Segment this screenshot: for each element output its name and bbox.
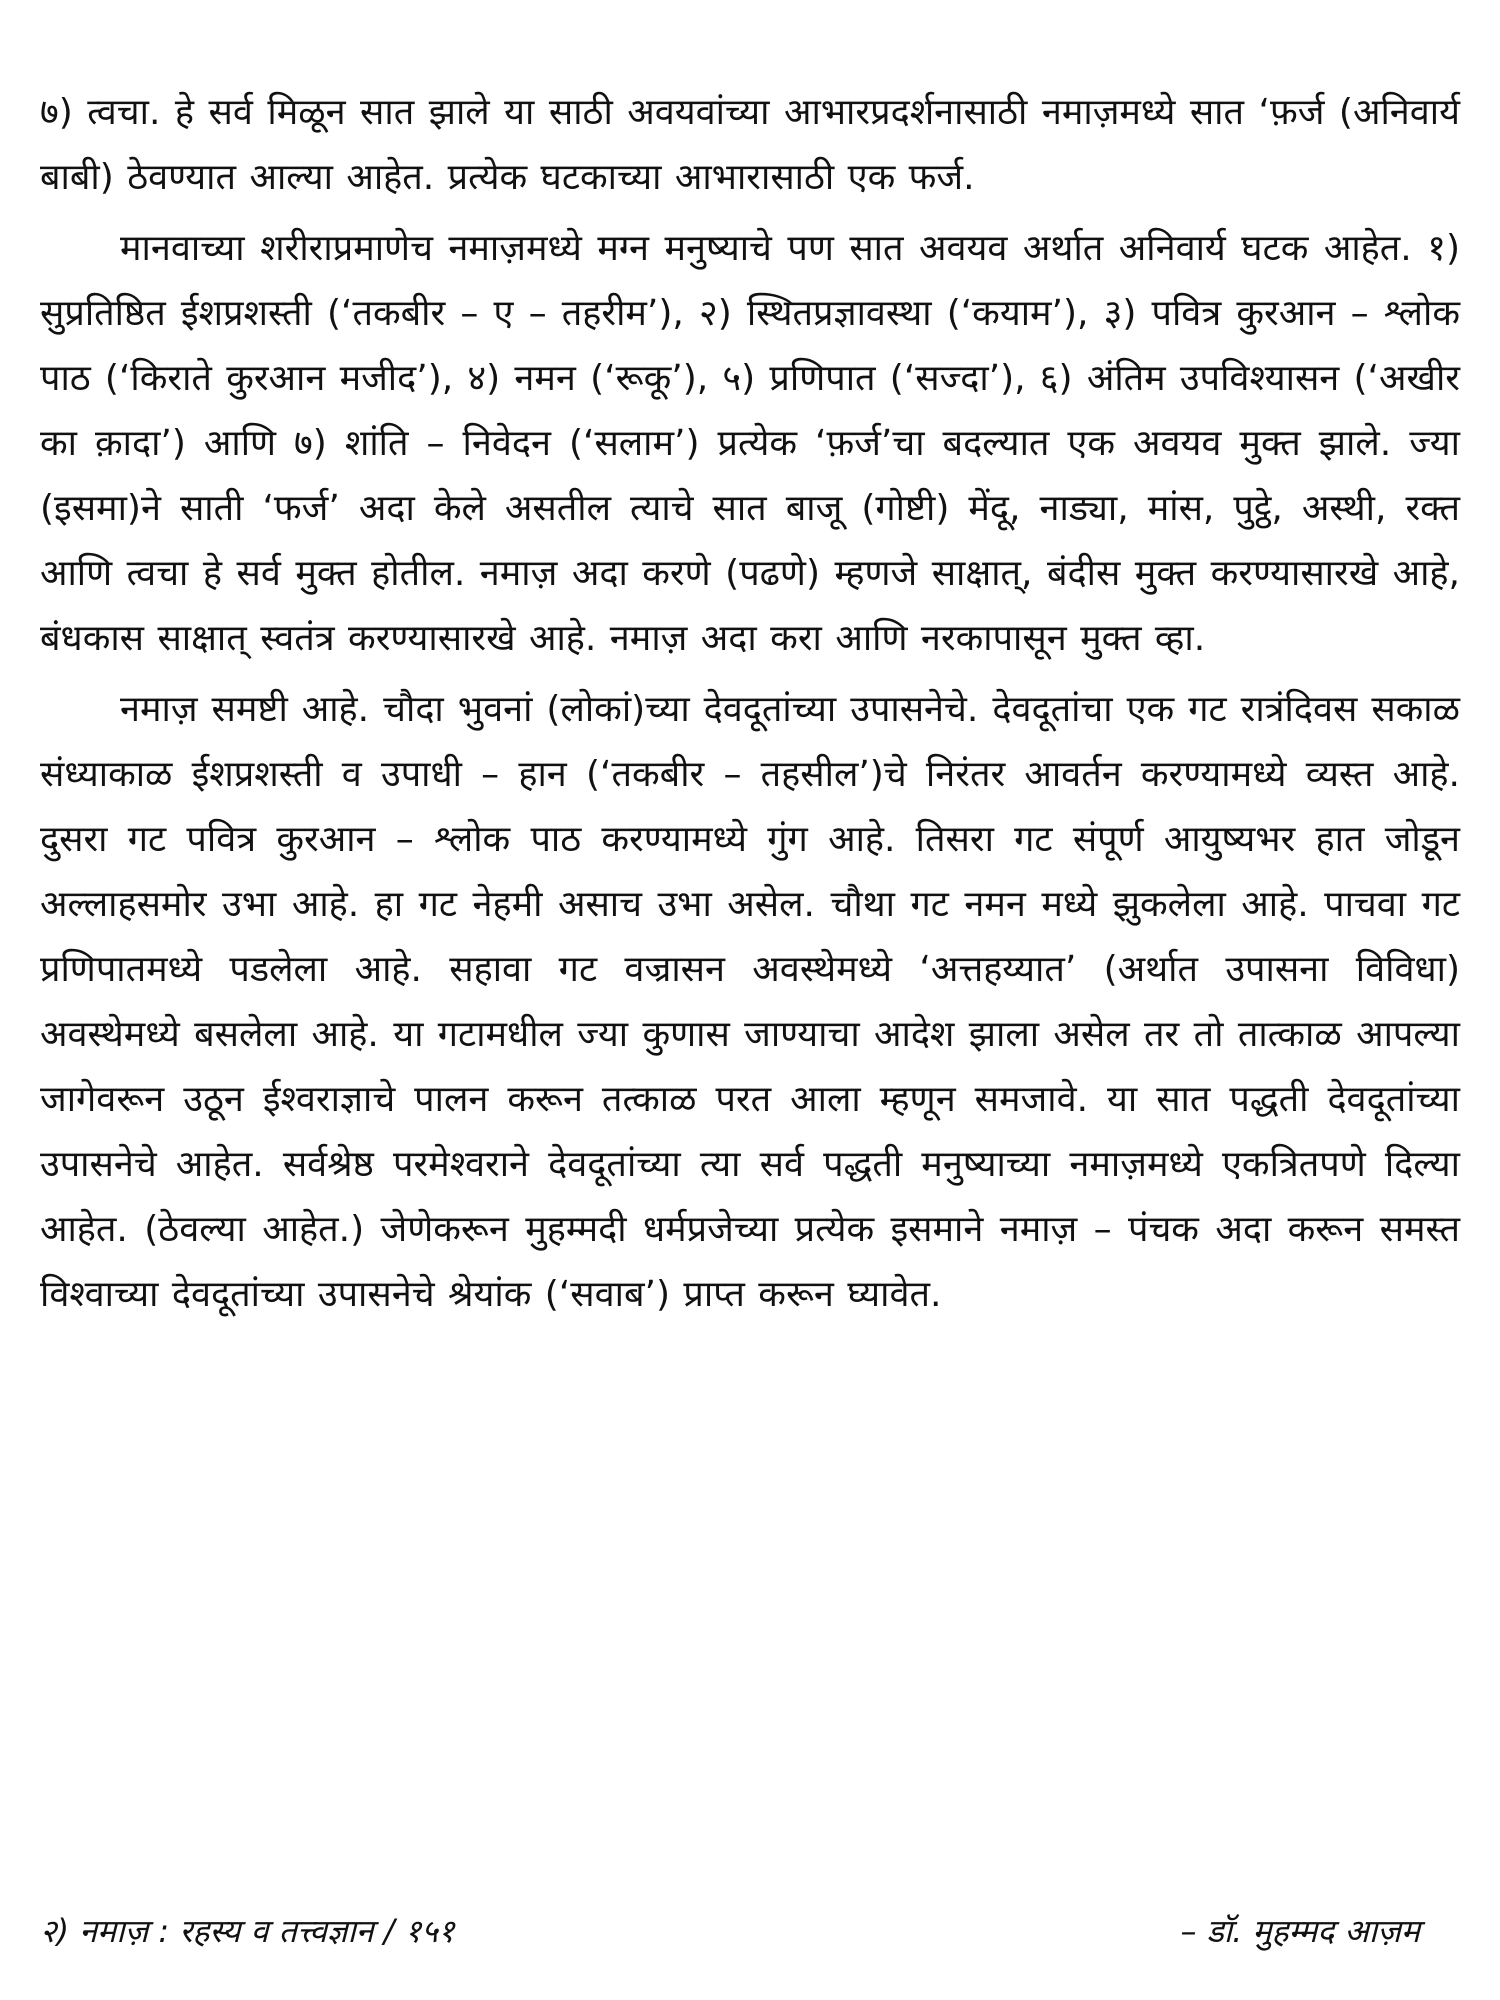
paragraph-2: मानवाच्या शरीराप्रमाणेच नमाज़मध्ये मग्न मनुष्याचे पण सात अवयव अर्थात अनिवार्य घटक आहेत. १) सुप्रतिष्ठित ईशप्रशस्ती (‘तकबीर – ए – तहरीम’), २) स्थितप्रज्ञावस्था (‘कयाम’), ३) पवित्र कुरआन – श्लोक पाठ (‘किराते कुरआन मजीद’), ४) नमन (‘रूकू’), ५) प्रणिपात (‘सज्दा’), ६) अंतिम उपविश्यासन (‘अखीर का क़ादा’) आणि ७) शांति – निवेदन (‘सलाम’) प्रत्येक ‘फ़र्ज’चा बदल्यात एक अवयव मुक्त झाले. ज्या (इसमा)ने साती ‘फर्ज’ अदा केले असतील त्याचे सात बाजू (गोष्टी) मेंदू, नाड्या, मांस, पुट्ठे, अस्थी, रक्त आणि त्वचा हे सर्व मुक्त होतील. नमाज़ अदा करणे (पढणे) म्हणजे साक्षात्, बंदीस मुक्त करण्यासारखे आहे, बंधकास साक्षात् स्वतंत्र करण्यासारखे आहे. नमाज़ अदा करा आणि नरकापासून मुक्त व्हा.: [40, 228, 1460, 659]
document-page: [40, 80, 1460, 1980]
paragraph-1: ७) त्वचा. हे सर्व मिळून सात झाले या साठी अवयवांच्या आभारप्रदर्शनासाठी नमाज़मध्ये सात ‘फ़र्ज (अनिवार्य बाबी) ठेवण्यात आल्या आहेत. प्रत्येक घटकाच्या आभारासाठी एक फर्ज.: [40, 92, 1460, 198]
footer: [40, 1900, 1420, 1960]
paragraph-3: नमाज़ समष्टी आहे. चौदा भुवनां (लोकां)च्या देवदूतांच्या उपासनेचे. देवदूतांचा एक गट रात्रंदिवस सकाळ संध्याकाळ ईशप्रशस्ती व उपाधी – हान (‘तकबीर – तहसील’)चे निरंतर आवर्तन करण्यामध्ये व्यस्त आहे. दुसरा गट पवित्र कुरआन – श्लोक पाठ करण्यामध्ये गुंग आहे. तिसरा गट संपूर्ण आयुष्यभर हात जोडून अल्लाहसमोर उभा आहे. हा गट नेहमी असाच उभा असेल. चौथा गट नमन मध्ये झुकलेला आहे. पाचवा गट प्रणिपातमध्ये पडलेला आहे. सहावा गट वज्रासन अवस्थेमध्ये ‘अत्तहय्यात’ (अर्थात उपासना विविधा) अवस्थेमध्ये बसलेला आहे. या गटामधील ज्या कुणास जाण्याचा आदेश झाला असेल तर तो तात्काळ आपल्या जागेवरून उठून ईश्वराज्ञाचे पालन करून तत्काळ परत आला म्हणून समजावे. या सात पद्धती देवदूतांच्या उपासनेचे आहेत. सर्वश्रेष्ठ परमेश्वराने देवदूतांच्या त्या सर्व पद्धती मनुष्याच्या नमाज़मध्ये एकत्रितपणे दिल्या आहेत. (ठेवल्या आहेत.) जेणेकरून मुहम्मदी धर्मप्रजेच्या प्रत्येक इसमाने नमाज़ – पंचक अदा करून समस्त विश्वाच्या देवदूतांच्या उपासनेचे श्रेयांक (‘सवाब’) प्राप्त करून घ्यावेत.: [40, 689, 1460, 1315]
footnote-author: – डॉ. मुहम्मद आज़म: [1180, 1911, 1420, 1950]
footnote-source: २) नमाज़ : रहस्य व तत्त्वज्ञान / १५१: [40, 1911, 455, 1950]
